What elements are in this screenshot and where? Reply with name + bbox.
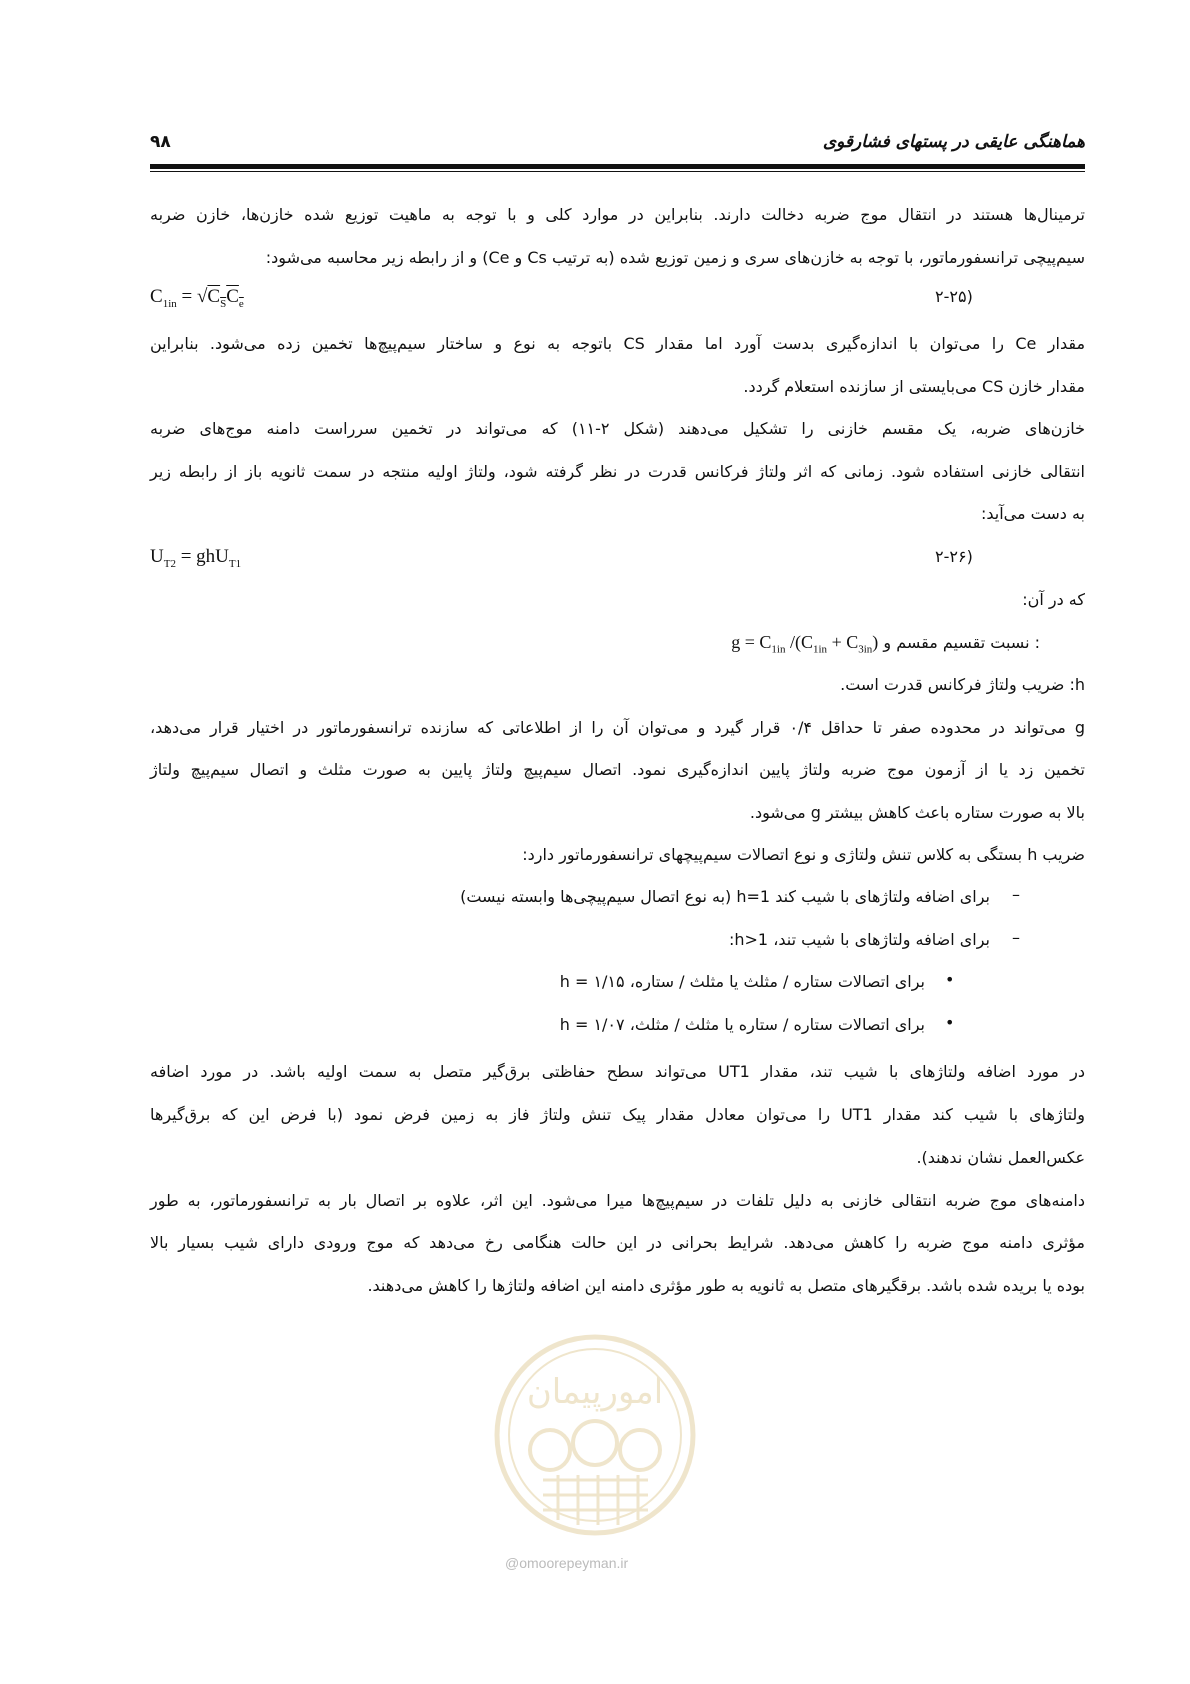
paragraph-6-line-2: ولتاژهای با شیب کند مقدار UT1 را می‌توان معادل مقدار پیک تنش ولتاژ فاز به زمین فرض نمود (با فرض این که برق‌گیرها bbox=[150, 1105, 1085, 1124]
paragraph-7-line-2: مؤثری دامنه موج ضربه را کاهش می‌دهد. شرایط بحرانی در این حالت هنگامی رخ می‌دهد که موج ورودی دارای شیب بسیار بالا bbox=[150, 1233, 1085, 1252]
equation-2-26: $U_{T2} = ghU_{T1}$ bbox=[150, 546, 242, 570]
paragraph-1-line-1: ترمینال‌ها هستند در انتقال موج ضربه دخالت دارند. بنابراین در موارد کلی و با توجه به ماهیت توزیع شده خازن‌ها، خازن ضربه bbox=[150, 205, 1085, 224]
paragraph-2-line-2: مقدار خازن CS می‌بایستی از سازنده استعلام گردد. bbox=[743, 377, 1085, 396]
page-number: ۹۸ bbox=[150, 132, 171, 152]
paragraph-4-line-2: تخمین زد یا از آزمون موج ضربه ولتاژ پایین اندازه‌گیری نمود. اتصال سیم‌پیچ ولتاژ پایین به صورت مثلث و اتصال سیم‌پیچ ولتاژ bbox=[150, 760, 1085, 779]
watermark-url: @omoorepeyman.ir bbox=[505, 1555, 629, 1571]
paragraph-3-line-2: انتقالی خازنی استفاده شود. زمانی که اثر ولتاژ فرکانس قدرت در نظر گرفته شود، ولتاژ اولیه منتجه در سمت ثانویه باز از رابطه زیر bbox=[150, 462, 1085, 481]
definition-g-formula: $g = C_{1in}$ $/(C_{1in} + C_{3in})$ bbox=[731, 632, 879, 656]
list-item-dash-2: برای اضافه ولتاژهای با شیب تند، h>1: bbox=[728, 930, 990, 949]
equation-number-2-26: (۲-۲۶ bbox=[935, 547, 973, 566]
paragraph-1-line-2: سیم‌پیچی ترانسفورماتور، با توجه به خازن‌های سری و زمین توزیع شده (به ترتیب Cs و Ce) و از رابطه زیر محاسبه می‌شود: bbox=[265, 248, 1085, 267]
equation-number-2-25: (۲-۲۵ bbox=[935, 287, 973, 306]
running-title: هماهنگی عایقی در پستهای فشارقوی bbox=[822, 132, 1085, 152]
bullet-marker-2: • bbox=[945, 1013, 955, 1032]
paragraph-6-line-1: در مورد اضافه ولتاژهای با شیب تند، مقدار UT1 می‌تواند سطح حفاظتی برق‌گیر متصل به سمت اولیه باشد. در مورد اضافه bbox=[150, 1062, 1086, 1081]
paragraph-3-line-3: به دست می‌آید: bbox=[980, 504, 1085, 523]
header-rule-thick bbox=[150, 164, 1085, 169]
paragraph-5: ضریب h بستگی به کلاس تنش ولتاژی و نوع اتصالات سیم‌پیچهای ترانسفورماتور دارد: bbox=[522, 845, 1085, 864]
list-item-bullet-2: برای اتصالات ستاره / ستاره یا مثلث / مثلث، h = ۱/۰۷ bbox=[559, 1015, 925, 1034]
list-item-bullet-1: برای اتصالات ستاره / مثلث یا مثلث / ستاره، h = ۱/۱۵ bbox=[559, 972, 925, 991]
paragraph-7-line-1: دامنه‌های موج ضربه انتقالی خازنی به دلیل تلفات در سیم‌پیچ‌ها میرا می‌شود. این اثر، علاوه بر اتصال بار به ترانسفورماتور، به طور bbox=[150, 1191, 1085, 1210]
watermark-seal-icon bbox=[488, 1325, 702, 1545]
paragraph-2-line-1: مقدار Ce را می‌توان با اندازه‌گیری بدست آورد اما مقدار CS باتوجه به نوع و ساختار سیم‌پیچ‌ها تخمین زده می‌شود. بنابراین bbox=[150, 334, 1086, 353]
bullet-marker-1: • bbox=[945, 970, 955, 989]
list-item-dash-1: برای اضافه ولتاژهای با شیب کند h=1 (به نوع اتصال سیم‌پیچی‌ها وابسته نیست) bbox=[460, 887, 990, 906]
watermark-text: امورپیمان bbox=[526, 1372, 664, 1412]
paragraph-4-line-3: بالا به صورت ستاره باعث کاهش بیشتر g می‌شود. bbox=[749, 803, 1085, 822]
header-rule-thin bbox=[150, 171, 1085, 172]
definition-g-text: : نسبت تقسیم مقسم و bbox=[883, 633, 1040, 652]
paragraph-3-line-1: خازن‌های ضربه، یک مقسم خازنی را تشکیل می‌دهند (شکل ۲-۱۱) که می‌تواند در تخمین سرراست دامنه موج‌های ضربه bbox=[150, 419, 1086, 438]
watermark-logo bbox=[488, 1325, 702, 1549]
dash-marker-1: – bbox=[1012, 885, 1020, 904]
paragraph-7-line-3: بوده یا بریده شده باشد. برقگیرهای متصل به ثانویه به طور مؤثری دامنه این اضافه ولتاژها را کاهش می‌دهند. bbox=[367, 1276, 1085, 1295]
definition-g bbox=[731, 630, 1040, 662]
equation-2-25: $C_{1in} = √C_SC_e$ bbox=[150, 286, 244, 310]
paragraph-4-line-1: g می‌تواند در محدوده صفر تا حداقل ۰/۴ قرار گیرد و می‌توان آن را از اطلاعاتی که سازنده ترانسفورماتور در اختیار قرار می‌دهد، bbox=[150, 718, 1085, 737]
dash-marker-2: – bbox=[1012, 928, 1020, 947]
where-label: که در آن: bbox=[1022, 590, 1085, 609]
definition-h: h: ضریب ولتاژ فرکانس قدرت است. bbox=[840, 675, 1085, 694]
paragraph-6-line-3: عکس‌العمل نشان ندهند). bbox=[916, 1148, 1085, 1167]
